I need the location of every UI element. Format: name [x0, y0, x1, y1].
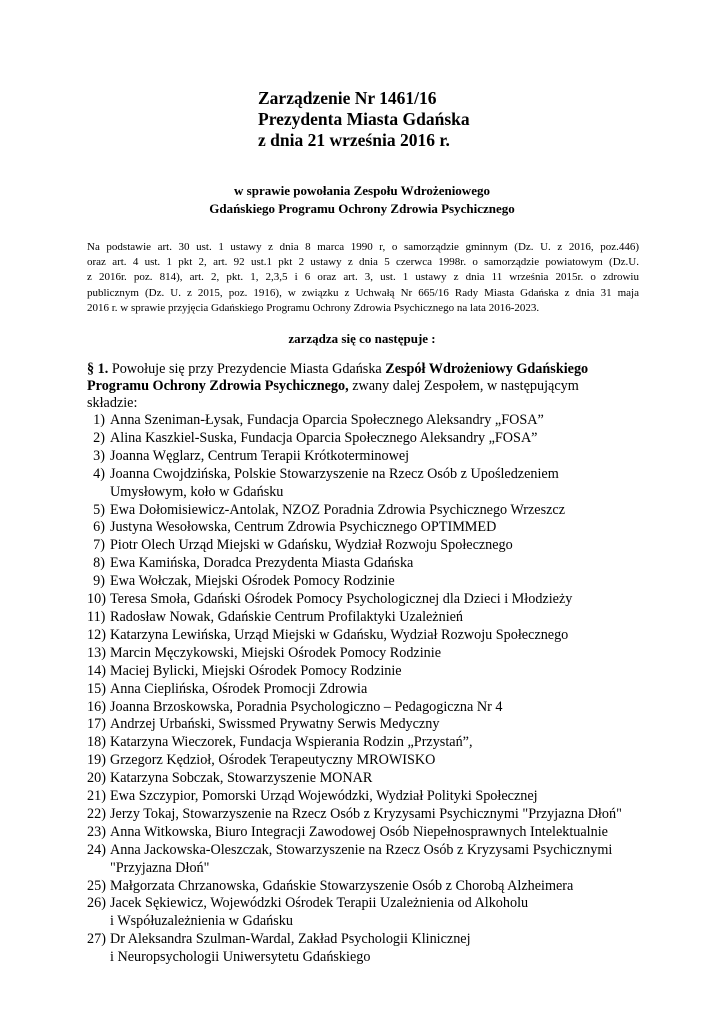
legal-basis	[87, 240, 639, 316]
orders-heading: zarządza się co następuje :	[288, 331, 436, 346]
member-text: Joanna Brzoskowska, Poradnia Psychologiczno – Pedagogiczna Nr 4	[110, 698, 503, 715]
member-item	[87, 699, 687, 717]
member-number: 7)	[93, 537, 105, 554]
member-item	[87, 519, 687, 537]
subject-line-2: Gdańskiego Programu Ochrony Zdrowia Psychicznego	[209, 201, 515, 216]
legal-line-3: z 2016r. poz. 814), art. 2, pkt. 1, 2,3,5 i 6 oraz art. 3, ust. 1 ustawy z dnia 11 września 2015r. o zdrowiu	[87, 271, 639, 284]
member-text-continued: i Neuropsychologii Uniwersytetu Gdańskiego	[110, 949, 371, 966]
member-item	[87, 555, 687, 573]
member-number: 26)	[87, 895, 106, 912]
members-list	[87, 412, 687, 967]
member-number: 15)	[87, 680, 106, 697]
member-item	[87, 645, 687, 663]
member-text: Dr Aleksandra Szulman-Wardal, Zakład Psychologii Klinicznej	[110, 931, 471, 948]
member-text: Anna Cieplińska, Ośrodek Promocji Zdrowia	[110, 680, 368, 697]
member-item	[87, 716, 687, 734]
member-text: Ewa Wołczak, Miejski Ośrodek Pomocy Rodzinie	[110, 573, 395, 590]
title-line-1: Zarządzenie Nr 1461/16	[258, 88, 437, 108]
member-item	[87, 734, 687, 752]
member-number: 19)	[87, 752, 106, 769]
member-text: Ewa Dołomisiewicz-Antolak, NZOZ Poradnia Zdrowia Psychicznego Wrzeszcz	[110, 501, 565, 518]
team-name-b: Programu Ochrony Zdrowia Psychicznego,	[87, 378, 349, 394]
section-1-line-3: składzie:	[87, 395, 138, 411]
legal-line-2: oraz art. 4 ust. 1 pkt 2, art. 92 ust.1 pkt 2 ustawy z dnia 5 czerwca 1998r. o samorządzie powiatowym (Dz.U.	[87, 256, 639, 269]
member-item	[87, 681, 687, 699]
member-text: Jerzy Tokaj, Stowarzyszenie na Rzecz Osób z Kryzysami Psychicznymi "Przyjazna Dłoń"	[110, 805, 622, 822]
team-name-a: Zespół Wdrożeniowy Gdańskiego	[385, 361, 589, 377]
member-number: 25)	[87, 877, 106, 894]
member-number: 1)	[93, 412, 105, 428]
section-1-line-2	[87, 378, 647, 395]
member-item	[87, 663, 687, 681]
member-number: 4)	[93, 465, 105, 482]
member-number: 9)	[93, 573, 105, 590]
member-text: Grzegorz Kędzioł, Ośrodek Terapeutyczny MROWISKO	[110, 752, 436, 769]
member-number: 3)	[93, 447, 105, 464]
member-text: Jacek Sękiewicz, Wojewódzki Ośrodek Terapii Uzależnienia od Alkoholu	[110, 895, 529, 912]
member-text: Piotr Olech Urząd Miejski w Gdańsku, Wydział Rozwoju Społecznego	[110, 537, 513, 554]
member-text: Joanna Cwojdzińska, Polskie Stowarzyszenie na Rzecz Osób z Upośledzeniem	[110, 465, 559, 482]
member-item	[87, 842, 687, 878]
member-item	[87, 788, 687, 806]
title-line-2: Prezydenta Miasta Gdańska	[258, 109, 470, 129]
member-number: 5)	[93, 501, 105, 518]
member-text: Justyna Wesołowska, Centrum Zdrowia Psychicznego OPTIMMED	[110, 519, 497, 536]
member-item	[87, 770, 687, 788]
member-number: 14)	[87, 662, 106, 679]
member-text: Anna Jackowska-Oleszczak, Stowarzyszenie na Rzecz Osób z Kryzysami Psychicznymi	[110, 841, 613, 858]
member-text: Marcin Męczykowski, Miejski Ośrodek Pomocy Rodzinie	[110, 644, 441, 661]
member-text: Radosław Nowak, Gdańskie Centrum Profilaktyki Uzależnień	[110, 608, 464, 625]
member-text: Ewa Kamińska, Doradca Prezydenta Miasta Gdańska	[110, 555, 414, 572]
member-number: 17)	[87, 716, 106, 733]
member-text: Katarzyna Sobczak, Stowarzyszenie MONAR	[110, 770, 373, 787]
member-number: 21)	[87, 788, 106, 805]
member-number: 23)	[87, 823, 106, 840]
subject-line-1: w sprawie powołania Zespołu Wdrożeniowego	[234, 183, 490, 198]
member-text: Ewa Szczypior, Pomorski Urząd Wojewódzki, Wydział Polityki Społecznej	[110, 788, 538, 805]
member-number: 6)	[93, 519, 105, 536]
member-number: 13)	[87, 644, 106, 661]
member-number: 11)	[87, 608, 106, 625]
member-item	[87, 824, 687, 842]
member-item	[87, 448, 687, 466]
legal-line-1: Na podstawie art. 30 ust. 1 ustawy z dnia 8 marca 1990 r, o samorządzie gminnym (Dz. U. z 2016, poz.446)	[87, 241, 639, 253]
member-text: Anna Witkowska, Biuro Integracji Zawodowej Osób Niepełnosprawnych Intelektualnie	[110, 823, 608, 840]
member-item	[87, 466, 687, 502]
member-number: 18)	[87, 734, 106, 751]
member-text-continued: i Współuzależnienia w Gdańsku	[110, 913, 293, 930]
member-item	[87, 627, 687, 645]
member-text: Katarzyna Lewińska, Urząd Miejski w Gdańsku, Wydział Rozwoju Społecznego	[110, 626, 569, 643]
member-text: Teresa Smoła, Gdański Ośrodek Pomocy Psychologicznej dla Dzieci i Młodzieży	[110, 591, 573, 608]
member-item	[87, 878, 687, 896]
member-item	[87, 591, 687, 609]
member-text-continued: Umysłowym, koło w Gdańsku	[110, 483, 284, 500]
member-item	[87, 931, 687, 967]
member-number: 27)	[87, 931, 106, 948]
member-item	[87, 895, 687, 931]
member-item	[87, 430, 687, 448]
legal-line-5: 2016 r. w sprawie przyjęcia Gdańskiego Programu Ochrony Zdrowia Psychicznego na lata 2016-2023.	[87, 301, 540, 314]
document-title	[258, 88, 470, 151]
member-number: 12)	[87, 626, 106, 643]
section-1	[87, 361, 647, 412]
member-item	[87, 752, 687, 770]
member-item	[87, 806, 687, 824]
legal-line-4: publicznym (Dz. U. z 2015, poz. 1916), w związku z Uchwałą Nr 665/16 Rady Miasta Gdańska z dnia 31 maja	[87, 286, 639, 299]
section-marker: § 1.	[87, 361, 109, 377]
member-text: Małgorzata Chrzanowska, Gdańskie Stowarzyszenie Osób z Chorobą Alzheimera	[110, 877, 574, 894]
member-item	[87, 537, 687, 555]
member-number: 16)	[87, 698, 106, 715]
member-text: Alina Kaszkiel-Suska, Fundacja Oparcia Społecznego Aleksandry „FOSA”	[110, 429, 538, 446]
section-text-b: zwany dalej Zespołem, w następującym	[348, 378, 579, 394]
member-item	[87, 573, 687, 591]
member-text-continued: "Przyjazna Dłoń"	[110, 859, 210, 876]
member-item	[87, 609, 687, 627]
member-number: 8)	[93, 555, 105, 572]
member-number: 24)	[87, 841, 106, 858]
member-text: Anna Szeniman-Łysak, Fundacja Oparcia Społecznego Aleksandry „FOSA”	[110, 412, 544, 428]
member-text: Maciej Bylicki, Miejski Ośrodek Pomocy Rodzinie	[110, 662, 402, 679]
member-text: Joanna Węglarz, Centrum Terapii Krótkoterminowej	[110, 447, 410, 464]
member-number: 22)	[87, 805, 106, 822]
document-subject	[0, 182, 724, 218]
member-number: 2)	[93, 429, 105, 446]
section-text-a: Powołuje się przy Prezydencie Miasta Gdańska	[108, 361, 386, 377]
title-line-3: z dnia 21 września 2016 r.	[258, 130, 450, 150]
member-text: Katarzyna Wieczorek, Fundacja Wspierania Rodzin „Przystań”,	[110, 734, 473, 751]
section-1-line-1	[87, 361, 647, 378]
member-item	[87, 502, 687, 520]
member-text: Andrzej Urbański, Swissmed Prywatny Serwis Medyczny	[110, 716, 440, 733]
member-number: 20)	[87, 770, 106, 787]
member-item	[87, 412, 687, 430]
member-number: 10)	[87, 591, 106, 608]
